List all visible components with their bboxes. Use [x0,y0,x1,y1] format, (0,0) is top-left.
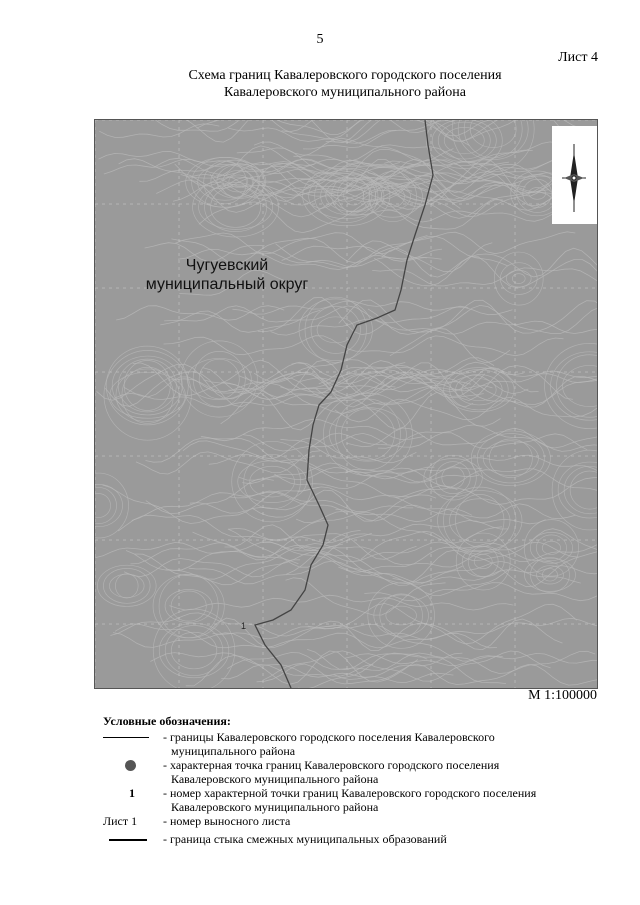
north-arrow-icon [552,126,597,224]
page-number: 5 [316,32,324,47]
point-number-symbol: 1 [129,786,135,800]
boundary-line-symbol [103,730,161,744]
region-label [127,256,327,294]
legend-item-text: - номер характерной точки границ Кавалеровского городского поселения [163,786,537,800]
title-line-1: Схема границ Кавалеровского городского поселения [188,68,502,83]
title-line-2: Кавалеровского муниципального района [224,85,466,100]
map-title [0,67,640,101]
legend [103,714,603,850]
region-label-line-2: муниципальный округ [145,276,309,293]
topographic-map[interactable] [94,119,598,689]
legend-item-text: Кавалеровского муниципального района [171,772,379,786]
legend-item-text: - граница стыка смежных муниципальных образований [163,832,447,846]
region-label-line-1: Чугуевский [185,257,269,274]
sheet-label: Лист 4 [558,50,598,65]
map-canvas [95,120,597,688]
legend-item-text: - номер выносного листа [163,814,291,828]
boundary-point-number: 1 [241,621,247,631]
point-dot-symbol [103,758,161,772]
legend-item-sheet [103,814,603,832]
junction-line-symbol [103,832,161,846]
legend-item-text: муниципального района [171,744,296,758]
legend-title: Условные обозначения: [103,714,231,728]
legend-item-text: - характерная точка границ Кавалеровского городского поселения [163,758,500,772]
legend-item-boundary [103,730,603,758]
legend-item-junction [103,832,603,850]
map-scale: М 1:100000 [528,688,597,703]
legend-item-text: Кавалеровского муниципального района [171,800,379,814]
legend-item-text: - границы Кавалеровского городского поселения Кавалеровского [163,730,495,744]
sheet-number-symbol: Лист 1 [103,814,138,828]
legend-item-point-number [103,786,603,814]
legend-item-point [103,758,603,786]
